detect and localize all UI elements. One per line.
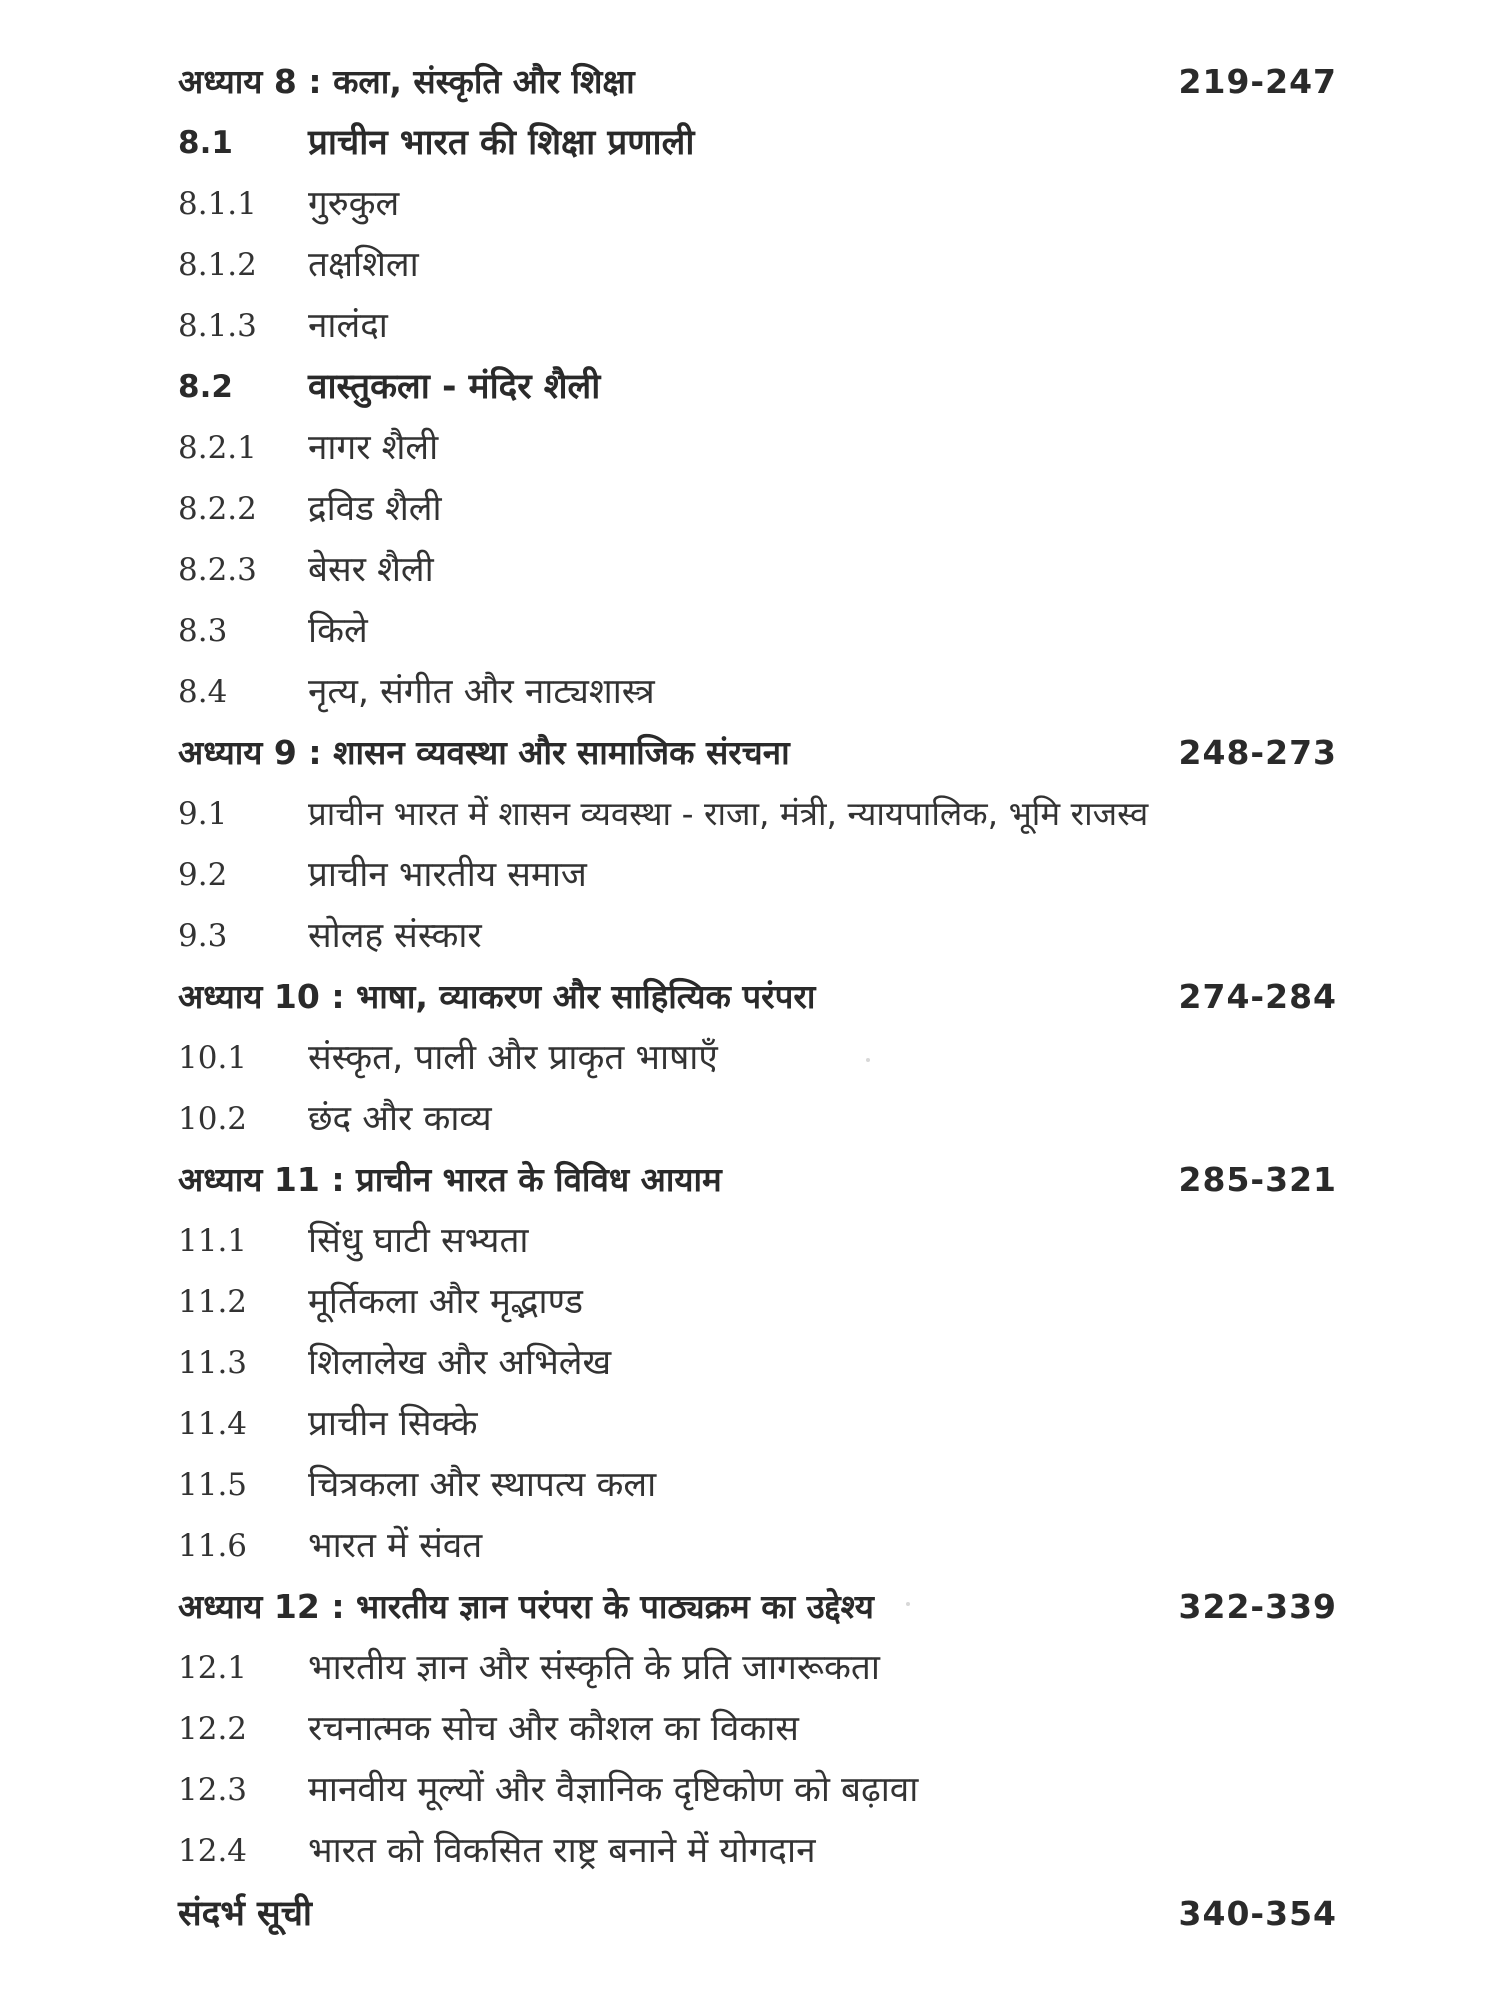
section-number: 8.2.3 — [178, 552, 257, 588]
section-title: भारत को विकसित राष्ट्र बनाने में योगदान — [308, 1831, 816, 1871]
section-number: 12.2 — [178, 1711, 248, 1747]
references-title: संदर्भ सूची — [178, 1894, 312, 1934]
section-title: बेसर शैली — [308, 550, 434, 590]
chapter-page-range: 285-321 — [1178, 1160, 1337, 1199]
section-title: तक्षशिला — [308, 245, 419, 285]
section-number: 8.1.2 — [178, 247, 257, 283]
chapter-page-range: 248-273 — [1178, 733, 1337, 772]
section-title: प्राचीन सिक्के — [308, 1404, 478, 1444]
section-number: 8.2.2 — [178, 491, 257, 527]
scan-speck — [906, 1602, 910, 1606]
chapter-heading — [0, 723, 1505, 783]
chapter-title: अध्याय 11 : प्राचीन भारत के विविध आयाम — [178, 1160, 722, 1199]
section-number: 11.5 — [178, 1467, 248, 1503]
toc-entry — [0, 1211, 1505, 1271]
chapter-title: अध्याय 10 : भाषा, व्याकरण और साहित्यिक परंपरा — [178, 977, 816, 1016]
toc-entry — [0, 357, 1505, 417]
section-title: छंद और काव्य — [308, 1099, 492, 1139]
chapter-heading — [0, 52, 1505, 112]
toc-entry — [0, 418, 1505, 478]
toc-entry — [0, 296, 1505, 356]
section-number: 8.2.1 — [178, 430, 257, 466]
section-title: भारत में संवत — [308, 1526, 483, 1566]
section-title: मानवीय मूल्यों और वैज्ञानिक दृष्टिकोण को बढ़ावा — [308, 1770, 919, 1810]
chapter-title: अध्याय 8 : कला, संस्कृति और शिक्षा — [178, 62, 635, 101]
section-number: 11.2 — [178, 1284, 248, 1320]
toc-entry — [0, 235, 1505, 295]
references-heading — [0, 1884, 1505, 1944]
section-number: 9.3 — [178, 918, 228, 954]
toc-entry — [0, 174, 1505, 234]
section-number: 12.3 — [178, 1772, 248, 1808]
section-number: 11.4 — [178, 1406, 248, 1442]
toc-entry — [0, 1333, 1505, 1393]
toc-entry — [0, 1028, 1505, 1088]
section-number: 11.6 — [178, 1528, 248, 1564]
chapter-heading — [0, 1150, 1505, 1210]
section-number: 8.2 — [178, 369, 233, 405]
section-title: नालंदा — [308, 306, 388, 346]
toc-entry — [0, 1821, 1505, 1881]
section-number: 11.3 — [178, 1345, 248, 1381]
toc-entry — [0, 1516, 1505, 1576]
toc-entry — [0, 1089, 1505, 1149]
section-number: 8.1 — [178, 125, 233, 161]
section-title: सिंधु घाटी सभ्यता — [308, 1221, 529, 1261]
chapter-heading — [0, 1577, 1505, 1637]
section-number: 9.2 — [178, 857, 228, 893]
toc-entry — [0, 601, 1505, 661]
section-title: द्रविड शैली — [308, 489, 442, 529]
section-title: गुरुकुल — [308, 184, 400, 224]
section-title: संस्कृत, पाली और प्राकृत भाषाएँ — [308, 1038, 718, 1078]
section-number: 10.1 — [178, 1040, 248, 1076]
section-number: 8.3 — [178, 613, 228, 649]
toc-entry — [0, 1760, 1505, 1820]
toc-entry — [0, 1272, 1505, 1332]
toc-entry — [0, 540, 1505, 600]
section-number: 9.1 — [178, 796, 228, 832]
section-title: प्राचीन भारतीय समाज — [308, 855, 587, 895]
chapter-page-range: 322-339 — [1178, 1587, 1337, 1626]
chapter-page-range: 219-247 — [1178, 62, 1337, 101]
section-number: 8.1.1 — [178, 186, 257, 222]
toc-entry — [0, 662, 1505, 722]
toc-entry — [0, 479, 1505, 539]
chapter-heading — [0, 967, 1505, 1027]
section-title: नृत्य, संगीत और नाट्यशास्त्र — [308, 672, 655, 712]
references-page-range: 340-354 — [1178, 1894, 1337, 1933]
section-number: 8.1.3 — [178, 308, 257, 344]
toc-entry — [0, 1699, 1505, 1759]
chapter-title: अध्याय 12 : भारतीय ज्ञान परंपरा के पाठ्यक्रम का उद्देश्य — [178, 1587, 874, 1626]
scan-speck — [866, 1058, 870, 1062]
toc-entry — [0, 113, 1505, 173]
section-title: प्राचीन भारत में शासन व्यवस्था - राजा, मंत्री, न्यायपालिक, भूमि राजस्व — [308, 794, 1149, 833]
section-number: 8.4 — [178, 674, 228, 710]
chapter-title: अध्याय 9 : शासन व्यवस्था और सामाजिक संरचना — [178, 733, 790, 772]
section-title: वास्तुकला - मंदिर शैली — [308, 367, 601, 407]
section-number: 12.4 — [178, 1833, 248, 1869]
section-number: 11.1 — [178, 1223, 248, 1259]
section-title: प्राचीन भारत की शिक्षा प्रणाली — [308, 123, 695, 163]
section-title: शिलालेख और अभिलेख — [308, 1343, 612, 1383]
toc-entry — [0, 784, 1505, 844]
chapter-page-range: 274-284 — [1178, 977, 1337, 1016]
toc-entry — [0, 845, 1505, 905]
section-title: मूर्तिकला और मृद्भाण्ड — [308, 1282, 583, 1322]
section-number: 12.1 — [178, 1650, 248, 1686]
section-number: 10.2 — [178, 1101, 248, 1137]
section-title: सोलह संस्कार — [308, 916, 482, 956]
section-title: भारतीय ज्ञान और संस्कृति के प्रति जागरूकता — [308, 1648, 880, 1688]
toc-entry — [0, 1394, 1505, 1454]
toc-entry — [0, 1638, 1505, 1698]
toc-entry — [0, 1455, 1505, 1515]
section-title: किले — [308, 611, 368, 651]
section-title: रचनात्मक सोच और कौशल का विकास — [308, 1709, 799, 1749]
section-title: चित्रकला और स्थापत्य कला — [308, 1465, 657, 1505]
toc-entry — [0, 906, 1505, 966]
section-title: नागर शैली — [308, 428, 439, 468]
